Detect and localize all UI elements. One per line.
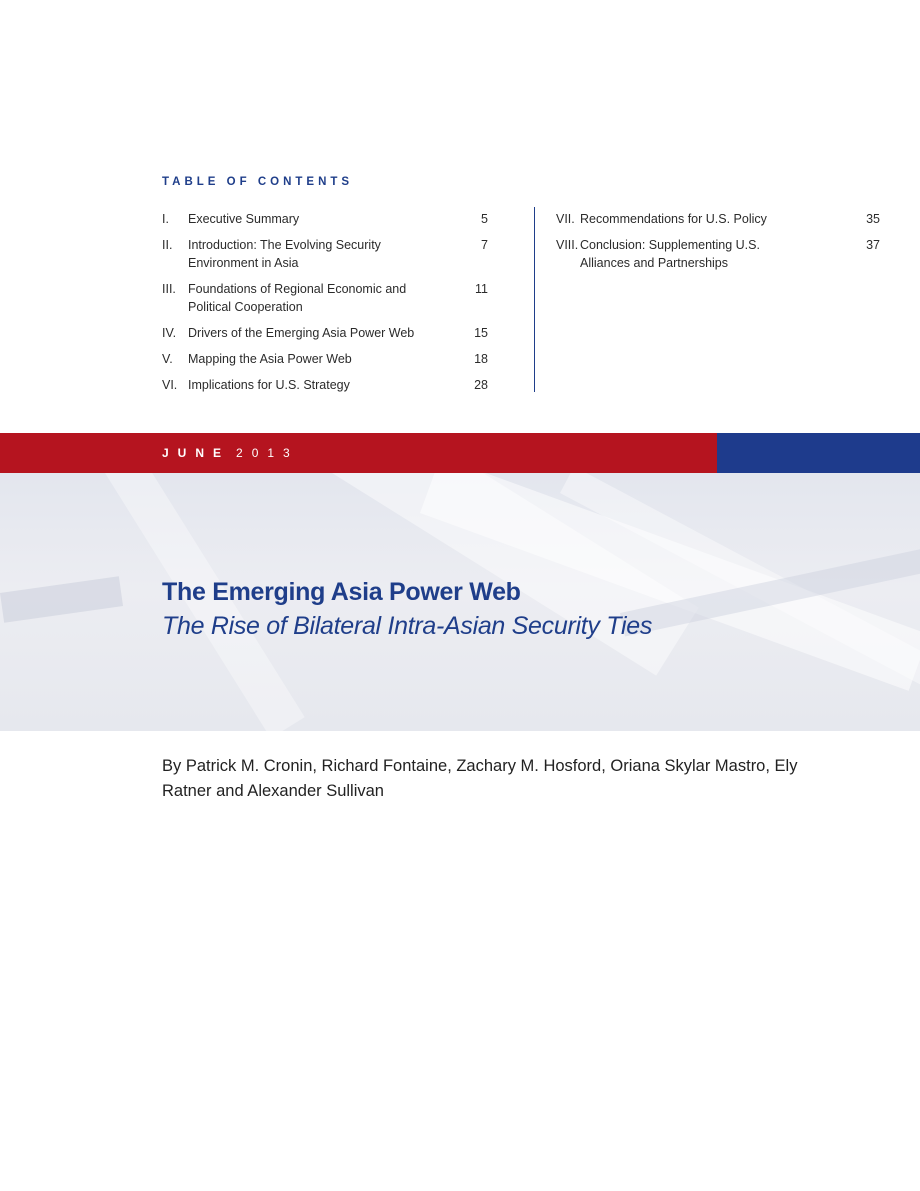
toc-item-number: V.: [162, 352, 173, 366]
background-streak: [0, 576, 123, 622]
toc-item-number: VI.: [162, 378, 178, 392]
toc-item-title: Mapping the Asia Power Web: [188, 352, 352, 366]
toc-item-title: Foundations of Regional Economic and Political Cooperation: [188, 282, 407, 314]
toc-item: [162, 376, 488, 394]
toc-item-number: II.: [162, 238, 173, 252]
toc-item-page: 5: [481, 212, 488, 226]
date-band-red: [0, 433, 717, 473]
toc-item-page: 18: [474, 352, 488, 366]
toc-item: [162, 324, 488, 342]
toc-item-title: Drivers of the Emerging Asia Power Web: [188, 326, 415, 340]
toc-item-title: Implications for U.S. Strategy: [188, 378, 350, 392]
toc-item-number: IV.: [162, 326, 177, 340]
toc-column-right: [556, 210, 880, 280]
date-year: 2013: [236, 446, 299, 460]
toc-item-number: III.: [162, 282, 176, 296]
toc-item: [556, 236, 880, 272]
toc-item-page: 37: [866, 238, 880, 252]
toc-item-page: 28: [474, 378, 488, 392]
report-title: The Emerging Asia Power Web: [162, 578, 521, 606]
toc-item-number: VII.: [556, 212, 575, 226]
date-band-blue: [717, 433, 920, 473]
toc-column-left: [162, 210, 488, 402]
toc-item-title: Recommendations for U.S. Policy: [580, 212, 767, 226]
toc-item: [162, 210, 488, 228]
toc-item-number: VIII.: [556, 238, 579, 252]
report-subtitle: The Rise of Bilateral Intra-Asian Security Ties: [162, 612, 653, 640]
toc-divider: [534, 207, 535, 392]
toc-item-title: Executive Summary: [188, 212, 300, 226]
toc-item-page: 15: [474, 326, 488, 340]
toc-item-number: I.: [162, 212, 169, 226]
toc-heading: TABLE OF CONTENTS: [162, 176, 354, 188]
date-month: JUNE: [162, 446, 231, 460]
toc-item: [162, 350, 488, 368]
toc-item-page: 35: [866, 212, 880, 226]
toc-item: [162, 280, 488, 316]
toc-item: [556, 210, 880, 228]
authors-byline: By Patrick M. Cronin, Richard Fontaine, Zachary M. Hosford, Oriana Skylar Mastro, Ely Ratner and Alexander Sullivan: [162, 757, 798, 800]
toc-item-title: Conclusion: Supplementing U.S. Alliances and Partnerships: [580, 238, 760, 270]
toc-item: [162, 236, 488, 272]
publication-date: [162, 446, 299, 460]
toc-item-title: Introduction: The Evolving Security Environment in Asia: [188, 238, 381, 270]
toc-item-page: 7: [481, 238, 488, 252]
toc-item-page: 11: [475, 282, 488, 296]
